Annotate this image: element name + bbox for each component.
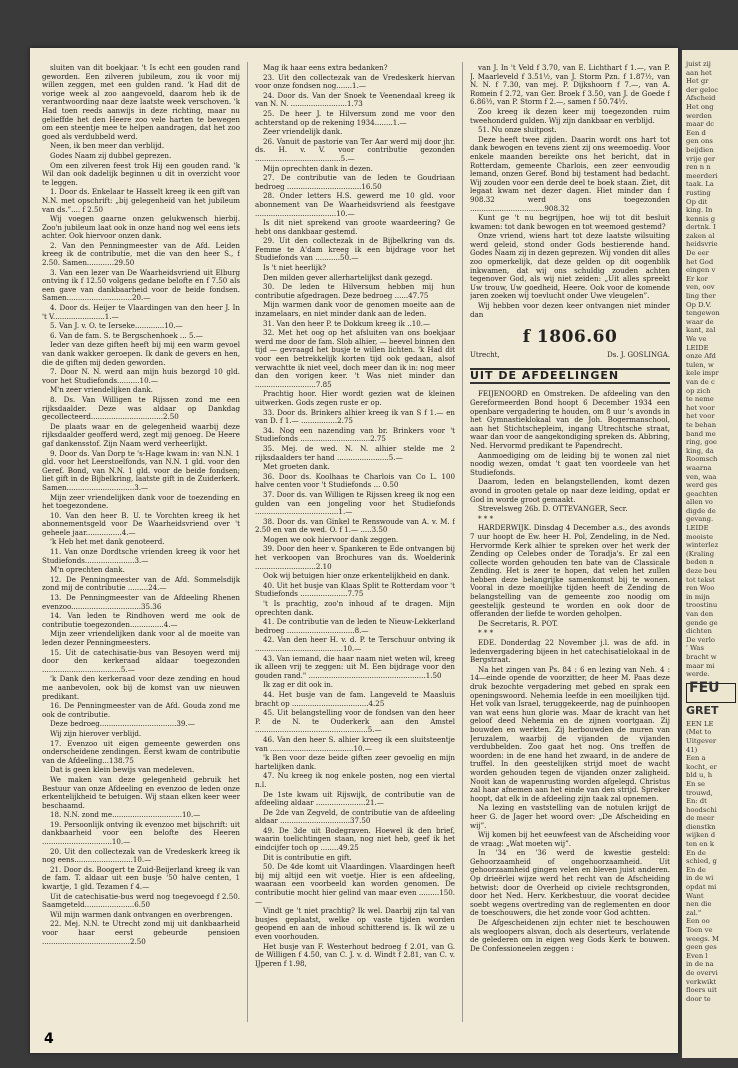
cut-off-line: Toen ve [686, 926, 713, 934]
paragraph: 7. Door N. N. werd aan mijn huis bezorgd 10 gld. voor het Studiefonds..........10.— [42, 367, 240, 385]
paragraph: Dat is geen klein bewijs van medeleven. [50, 765, 195, 775]
cut-off-line: geen ges [686, 943, 717, 952]
cut-off-line: gen ons [686, 137, 713, 146]
paragraph: 14. Van leden te Rindhoven werd me ook de contributie toegezonden...............4.— [42, 611, 240, 629]
paragraph: 35. Mej. de wed. N. N. alhier stelde me 2 rijksdaalders ter hand .......................5.— [255, 443, 455, 462]
paragraph: Aanmoediging om de leiding bij te wonen zal niet noodig wezen, omdat 't gaat ten voordeele van het Studiefonds. [470, 450, 670, 477]
paragraph: EDE. Donderdag 22 November j.l. was de afd. in ledenvergadering bijeen in het catechisatielokaal in de Bergstraat. [470, 638, 670, 665]
cut-off-line: En se [686, 779, 706, 788]
paragraph: 30. De leden te Hilversum hebben mij hun contributie afgedragen. Deze bedroeg ......47.75 [255, 282, 455, 300]
cut-off-line: in mijn [686, 592, 710, 601]
paragraph: 24. Door ds. Van der Snoek te Veenendaal kreeg ik van N. N. .........................1.73 [255, 90, 455, 109]
cut-off-line: dertnk. I [686, 223, 716, 232]
newspaper-page [30, 48, 678, 1053]
cut-off-heading: EEN LE [686, 719, 714, 728]
cut-off-line: tot tekst [686, 575, 715, 584]
paragraph: 51. Nu onze sluitpost. [478, 125, 557, 135]
cut-off-line: meerderi [686, 171, 718, 180]
column-divider [462, 62, 463, 1022]
cut-off-line: maar dc [686, 120, 715, 129]
cut-off-line: het voor [686, 403, 715, 412]
paragraph: 42. Van den heer H. v. d. P. te Terschuur ontving ik .......................................10.— [255, 635, 455, 653]
paragraph: 36. Door ds. Koolhaas te Charlois van Co L. 100 halve centen voor 't Studiefonds ... 0.50 [255, 471, 455, 490]
cut-off-line: gende ge [686, 618, 718, 627]
cut-off-line: werden [686, 111, 712, 120]
cut-off-line: kocht, er [686, 762, 717, 771]
cut-off-line: 41) [686, 745, 698, 754]
paragraph: 4. Door ds. Heijer te Vlaardingen van den heer J. In 't V.......................1.— [42, 303, 240, 321]
cut-off-line: ren Woo [686, 584, 715, 593]
cut-off-line: juist zij [686, 60, 711, 68]
cut-off-line: Uitgever [686, 736, 717, 745]
paragraph: 17. Evenzoo uit eigen gemeente gewerden ons onderscheidene zendingen. Eerst kwam de contributie van de Afdeeling...138.75 [42, 738, 240, 765]
cut-off-line: (Kraling [686, 549, 715, 558]
cut-off-line: trouwd, [686, 788, 713, 797]
paragraph: Wij zijn hierover verblijd. [50, 728, 142, 738]
cut-off-line: zaken al [686, 231, 715, 240]
paragraph: Godes Naam zij dubbel geprezen. [50, 150, 172, 160]
cut-off-line: Roomsch [686, 455, 718, 464]
paragraph: 'k Dank den kerkeraad voor deze zending en houd me aanbevolen, ook bij de komst van uw nieuwen predikant. [42, 674, 240, 701]
cut-off-line: kennis g [686, 214, 716, 223]
cut-off-line: Een oo [686, 917, 710, 926]
paragraph: Is dit niet sprekend van groote waardeering? Ge hebt ons dankbaar gestemd. [255, 218, 455, 236]
paragraph: 2. Van den Penningmeester van de Afd. Leiden kreeg ik de contributie, met die van den heer S., f 2.50. Samen............29.50 [42, 240, 240, 268]
signature-place: Utrecht, [470, 351, 500, 360]
cut-off-line: vrije ger [686, 154, 716, 163]
cut-off-line: winterlez [686, 541, 719, 550]
paragraph: Mag ik haar eens extra bedanken? [263, 64, 388, 72]
cut-off-line: aan het [686, 68, 712, 77]
column-1 [42, 64, 240, 1039]
paragraph: 't Is prachtig, zoo'n inhoud af te dragen. Mijn oprechten dank. [255, 599, 455, 617]
cut-off-line: bracht w [686, 652, 717, 661]
cut-off-line: En: dt [686, 797, 707, 806]
paragraph: 33. Door ds. Brinkers alhier kreeg ik van S f 1.— en van D. f 1.— ................2.75 [255, 407, 455, 426]
page-number: 4 [44, 1031, 54, 1047]
paragraph: Wij hebben voor dezen keer ontvangen niet minder dan [470, 301, 670, 319]
paragraph: sluiten van dit boekjaar. 't Is echt een gouden rand geworden. Een zilveren jubileum, zou ik voor mij willen zeggen, met een gulden rand. 'k Had dit de vorige week al zoo aangevoeld, daarom heb ik de verantwoording naar deze laatste week verschoven. 'k Had toen reeds aanwijs in deze richting, maar nu gelieffde het den Heere zoo vele harten te bewegen om een steentje mee te helpen aandragen, dat het zoo goed als verdubbeld werd. [42, 64, 240, 141]
cut-off-line: taak. La [686, 180, 714, 189]
cut-off-line: king, da [686, 446, 714, 455]
cut-off-line: van den [686, 610, 714, 618]
paragraph: 38. Door ds. van Ginkel te Renswoude van A. v. M. f 2.50 en van de wed. O. f 1.— .....3.50 [255, 516, 455, 535]
paragraph: 23. Uit den collectezak van de Vredeskerk hiervan voor onze fondsen nog.......1.— [255, 72, 455, 91]
cut-off-line: eingen v [686, 266, 716, 275]
paragraph: 13. De Penningmeester van de Afdeeling Rhenen evenzoo...............................35.36 [42, 593, 240, 611]
paragraph: De plaats waar en de gelegenheid waarbij deze rijksdaalder geofferd werd, zegt mij genoeg. De Heere gaf dankensstof. Zijn Naam werd verheerlijkt. [42, 421, 240, 448]
paragraph: 1. Door ds. Enkelaar te Hasselt kreeg ik een gift van N.N. met opschrift: „bij gelegenheid van het jubileum van ds.”.... f 2.50 [42, 187, 240, 214]
paragraph: Wil mijn warmen dank ontvangen en overbrengen. [50, 909, 233, 919]
cut-off-line: kele impr [686, 369, 719, 378]
paragraph: 40. Uit het busje van Klaas Split te Rotterdam voor 't Studiefonds .....................7.75 [255, 580, 455, 599]
cut-off-line: verkwikt [686, 977, 717, 986]
cut-off-line: Het ong [686, 102, 714, 111]
cut-off-line: king. In [686, 206, 713, 215]
paragraph: 11. Van onze Dordtsche vrienden kreeg ik voor het Studiefonds......................3.— [42, 547, 240, 565]
paragraph: 37. Door ds. van Willigen te Rijssen kreeg ik nog een gulden van een jongeling voor het Studiefonds .....................................1.— [255, 489, 455, 517]
cut-off-line: gevang. [686, 515, 714, 524]
paragraph: * * * [478, 628, 494, 638]
cut-off-line: te neme [686, 395, 714, 404]
cut-off-line: zal." [686, 908, 702, 917]
cut-off-line: troostinu [686, 601, 718, 610]
paragraph: Daarom, leden en belangstellenden, komt dezen avond in grooten getale op naar deze leiding, opdat er God in worde groot gemaakt. [470, 477, 670, 504]
cut-off-line: LEIDE [686, 343, 709, 352]
paragraph: 46. Van den heer S. alhier kreeg ik een sluitsteentje van .....................................10.— [255, 734, 455, 753]
cut-off-line: schied, g [686, 857, 717, 866]
cut-off-line: Een d [686, 128, 706, 137]
cut-off-line: heidsvrie [686, 240, 718, 249]
paragraph: M'n zeer vriendelijken dank. [50, 385, 153, 395]
cut-off-line: En de [686, 865, 706, 874]
paragraph: Kunt ge 't nu begrijpen, hoe wij tot dit besluit kwamen: tot dank bewogen en tot weemoed gestemd? [470, 213, 670, 231]
paragraph: 32. Met het oog op het afsluiten van ons boekjaar werd me door de fam. Slob alhier, — beevel binnen den tijd — gevraagd het busje te willen lichten. 'k Had dit voor een betrekkelijk korten tijd ook gedaan, alsof verwachtte ik niet veel, doch meer dan ik in: nog meer dan den vorigen keer. 't Was niet minder dan ...........................7.85 [255, 328, 455, 389]
cut-off-line: in de wi [686, 874, 714, 883]
cut-off-line: allen vo [686, 498, 713, 507]
cut-off-line: van de c [686, 377, 715, 386]
paragraph: 21. Door ds. Boogert te Zuid-Beijerland kreeg ik van de fam. T. aldaar uit een busje ‘50 halve centen, 1 kwartje, 1 gld. Tezamen f 4.— [42, 864, 240, 892]
paragraph: Mijn warmen dank voor de genomen moeite aan de inzamelaars, en niet minder dank aan de leden. [255, 300, 455, 319]
cut-off-line: de meer [686, 814, 715, 823]
paragraph: De Secretaris, R. POT. [478, 618, 559, 628]
cut-off-line: digde de [686, 506, 716, 515]
paragraph: Uit de catechisatie-bus werd nog toegevoegd f 2.50. Saamgeteld......................6.50 [42, 891, 240, 910]
paragraph: Na het zingen van Ps. 84 : 6 en lezing van Neh. 4 : 14—einde opende de voorzitter, de heer M. Paas deze druk bezochte vergadering met gebed en sprak een openingswoord. Nehemia leefde in een moeilijken tijd. Het volk van Israel, teruggekeerde, nag de puinhoopen van wat eens hun glorie was. Maar de kracht van het geloof deed Nehemia en de zijnen voortgaan. Zij bouwden en werkten. Zij herbouwden de muren van Jeruzalem, waarbij de vijanden de vijanden verdubbelden. Zoo gaat het nog. Ons treffen de woorden: in de ene hand het zwaard, in de andere de truffel. In den geestelijken strijd moet de wacht worden gehouden tegen de vijanden onzer zaligheid. Nooit kan de wapenrusting worden afgelegd. Christus zal haar afnemen aan het einde van den strijd. Spreker hoopt, dat elk in de afdeeling zijn taak zal opnemen. [470, 664, 670, 803]
cut-off-line: En de [686, 848, 706, 857]
paragraph: 18. N.N. zond me...............................10.— [50, 810, 201, 820]
paragraph: De 1ste kwam uit Rijswijk, de contributie van de afdeeling aldaar ......................21.— [255, 789, 455, 808]
paragraph: Dit is contributie en gift. [263, 852, 352, 862]
paragraph: Ieder van deze giften heeft bij mij een warm gevoel van dank wakker geroepen. Ik dank de gevers en hen, die de giften mij deden geworden. [42, 340, 240, 367]
paragraph: Zeer vriendelijk dank. [263, 127, 343, 137]
paragraph: 'k Ben voor deze beide giften zeer gevoelig en mijn hartelijken dank. [255, 753, 455, 771]
paragraph: 41. De contributie van de leden te Nieuw-Lekkerland bedroeg ..............................8.— [255, 617, 455, 635]
paragraph: 28. Onder letters H.S. gewerd me 10 gld. voor abonnement van De Waarheidsvriend als feestgave ....................................10.— [255, 191, 455, 218]
cut-off-line: We ve [686, 335, 707, 343]
paragraph: * * * [478, 513, 494, 523]
cut-off-line: Er kor [686, 274, 708, 283]
cut-off-line: mooiste [686, 532, 714, 541]
adjacent-page [682, 50, 738, 1058]
cut-off-line: Op D.V. [686, 300, 712, 309]
cut-off-line: waar de [686, 317, 714, 326]
cut-off-line: door te [686, 994, 711, 1003]
paragraph: Om een zilveren feest trok Hij een gouden rand. 'k Wil dan ook dadelijk beginnen u dit in overzicht voor te leggen. [42, 160, 240, 187]
paragraph: 27. De contributie van de leden te Goudriaan bedroeg .................................16.50 [255, 173, 455, 191]
cut-off-line: tengewon [686, 309, 720, 318]
paragraph: Onze vriend, wiens hart tot deze laatste wilsuiting werd geleid, stond onder Gods bestierende hand. Godes Naam zij in dezen geprezen. Wij vonden dit alles zoo opmerkelijk, dat deze gelden op dit oogenblik inkwamen, dat wij ons schuldig zouden achten tegenover God, als wij niet zeiden: „Uit alles spreekt Uw trouw, Uw goedheid, Heere. Ook voor de komende jaren zoeken wij toevlucht onder Uwe vleugelen”. [470, 231, 670, 301]
cut-off-line: wijken d [686, 831, 716, 840]
cut-off-line: werd ges [686, 481, 718, 490]
cut-off-heading: GRET [686, 703, 719, 717]
paragraph: van J. In 't Veld f 3.70, van E. Lichthart f 1.—, van P. J. Maarleveld f 3.51½, van J. Storm Pzn. f 1.87½, van N. N. f 7.30, van mej. P. Dijkshoorn f 7.—, van A. Romein f 2.72, van Ger. Broek f 3.50, van J. de Goede f 6.86½, van P. Storm f 2.—, samen f 50.74½. [470, 64, 670, 107]
cut-off-line: dichten [686, 627, 712, 636]
cut-off-line: werde. [686, 670, 710, 679]
paragraph: Den milden gever allerhartelijkst dank gezegd. [263, 272, 433, 282]
paragraph: 16. De Penningmeester van de Afd. Gouda zond me ook de contributie. [42, 701, 240, 719]
cut-off-line: ren n n [686, 163, 711, 172]
cut-off-line: op zich [686, 386, 711, 395]
cut-off-line: Even l [686, 951, 708, 960]
paragraph: 25. De heer J. te Hilversum zond me voor den achterstand op de rekening 1934........1.— [255, 108, 455, 127]
paragraph: 19. Persoonlijk ontving ik evenzoo met bijschrift: uit dankbaarheid voor een belofte des Heeren ...............................10.— [42, 819, 240, 847]
cut-off-line: (Met to [686, 728, 712, 737]
paragraph: Deze bedroeg..................................39.— [50, 719, 195, 729]
cut-off-line: het voor [686, 412, 715, 421]
paragraph: In '34 en '36 werd de kwestie gesteld: Gehoorzaamheid of ongehoorzaamheid. Uit gehoorzaamheid gingen velen en bleven juist anderen. Op drieërlei wijze werd het recht van de Afscheiding betwist: door de Overheid op civiele rechtsgronden, door het Ned. Herv. Kerkbestuur, die voorat decidee soebt wegens overtreding van de reglementen en door de toeschouwers, die het zonde voor God achtten. [470, 848, 670, 918]
paragraph: Zoo kreeg ik dezen keer mij toegezonden ruim tweehonderd gulden. Wij zijn dankbaar en verblijd. [470, 106, 670, 125]
paragraph: 44. Het busje van de fam. Langeveld te Maasluis bracht op ..................................4.25 [255, 689, 455, 708]
paragraph: Strevelsweg 26b. D. OTTEVANGER, Secr. [478, 504, 628, 514]
paragraph: We maken van deze gelegenheid gebruik het Bestuur van onze Afdeeling en evenzoo de leden onze erkentelijkheid te betuigen. Wij staan elken keer weer beschaamd. [42, 774, 240, 810]
paragraph: Vindt ge 't niet prachtig? Ik wel. Daarbij zijn tal van busjes geplaatst, welke op vaste tijden worden geopend en aan de inhoud schitterend is. Ik wil ze u even voorhouden. [255, 906, 455, 941]
cut-off-line: ' Was [686, 644, 704, 653]
paragraph: Neen, ik ben meer dan verblijd. [50, 141, 165, 151]
cut-off-line: bld u, h [686, 771, 713, 780]
paragraph: 26. Vanuit de pastorie van Ter Aar werd mij door jhr. ds. H. v. V. voor contributie gezonden ......................................5.— [255, 136, 455, 163]
signature-name: Ds. J. GOSLINGA. [607, 351, 670, 360]
cut-off-line: floers uit [686, 986, 717, 995]
paragraph: Het busje van F. Westerhout bedroeg f 2.01, van G. de Willigen f 4.50, van C. J. v. d. Windt f 2.81, van C. v. IJperen f 1.98, [255, 941, 455, 968]
cut-off-line: Het gr [686, 77, 709, 86]
cut-off-heading: FEU [686, 683, 736, 703]
cut-off-line: het God [686, 257, 714, 266]
paragraph: 10. Van den heer B. U. te Vorchten kreeg ik het abonnementsgeld voor De Waarheidsvriend over 't geheele jaar................4.— [42, 510, 240, 537]
paragraph: 45. Uit belangstelling voor de fondsen van den heer P. de N. te Ouderkerk aan den Amstel ..................................................5.— [255, 708, 455, 735]
paragraph: 15. Uit de catechisatie-bus van Besoyen werd mij door den kerkeraad aldaar toegezonden ...................................5.— [42, 647, 240, 674]
cut-off-line: der geloc [686, 85, 719, 94]
paragraph: 12. De Penningmeester van de Afd. Sommelsdijk zond mij de contributie .........24.— [42, 574, 240, 593]
cut-off-line: hoodschi [686, 805, 717, 814]
paragraph: 8. Ds. Van Willigen te Rijssen zond me een rijksdaalder. Deze was aldaar op Dankdag gecollecteerd................................2.50 [42, 394, 240, 422]
paragraph: Deze heeft twee zijden. Daarin wordt ons hart tot dank bewogen en tevens zient zij ons weemoedig. Voor enkele maanden bereikte ons het bericht, dat in Rotterdam, gemeente Charlois, een zeer eenvoudig lemand, onzen Geref. Bond bij testament had bedacht. Wij zouden voor een derde deel te boek staan. Ziet, dit legaat kwam net dezer dagen. Hiet minder dan f 908.32 werd ons toegezonden .................................908.32 [470, 134, 670, 213]
cut-off-line: Want [686, 891, 704, 900]
column-2 [255, 64, 455, 1039]
paragraph: Wij voegen gaarne onzen gelukwensch hierbij. Zoo'n jubileum laat ook in onze hand nog wel eens iets achter. Ook hiervoor onzen dank. [42, 214, 240, 241]
cut-off-line: de overvi [686, 968, 718, 977]
paragraph: HARDERWIJK. Dinsdag 4 December a.s., des avonds 7 uur hoopt de Ew. heer H. Pol, Zendeling, in de Ned. Hervormde Kerk alhier te spreken over het werk der Zending op Celebes onder de Toradja's. Er zal een collecte worden gehouden ten bate van de Classicale Zending. Het is zeer te hopen, dat velen het zullen hebben deze belangrijke samenkomst bij te wonen. Vooral in deze moeilijke tijden heeft de Zending de belangstelling van de gemeente zoo noodig om geestelijk gesteund te worden en ook door de offeranden der liefde te worden geholpen. [470, 523, 670, 619]
paragraph: 22. Mej. N.N. te Utrecht zond mij uit dankbaarheid voor haar eerst gebeurde pensioen .......................................2.50 [42, 919, 240, 946]
cut-off-line: De verlo [686, 635, 716, 644]
cut-off-line: in de na [686, 960, 714, 969]
cut-off-line: Op dit [686, 197, 708, 206]
cut-off-line: nen die [686, 900, 712, 909]
cut-off-line: Afscheid [686, 94, 716, 103]
paragraph: 34. Nog een nazending van br. Brinkers voor 't Studiefonds ...............................2.75 [255, 425, 455, 444]
cut-off-line: dienstkn [686, 822, 716, 831]
cut-off-line: tulen, w [686, 360, 714, 369]
paragraph: 39. Door den heer v. Spankeren te Ede ontvangen bij het verkoopen van Brochures van ds. Woelderink ...........................2.10 [255, 544, 455, 571]
section-heading: UIT DE AFDEELINGEN [470, 368, 670, 385]
paragraph: Prachtig hoor. Hier wordt gezien wat de kleinen uitwerken. Gods zegen ruste er op. [255, 389, 455, 407]
paragraph: 20. Uit den collectezak van de Vredeskerk kreeg ik nog eens..........................10.— [42, 846, 240, 865]
cut-off-line: ven, oov [686, 283, 715, 292]
column-3 [470, 64, 670, 1039]
cut-off-line: te behan [686, 420, 717, 429]
paragraph: 49. De 3de uit Bodegraven. Hoewel ik den brief, waarin toelichtingen staan, nog niet heb, geef ik het eindcijfer toch op ........49.25 [255, 825, 455, 853]
paragraph: Ik zag er dit ook in. [263, 680, 334, 690]
cut-off-line: ten en k [686, 840, 714, 849]
total-amount: f 1806.60 [522, 327, 618, 348]
paragraph: 43. Van iemand, die haar naam niet weten wil, kreeg ik alleen vrij te zeggen: uit M. Een bijdrage voor den gouden rand." ....................................................1.50 [255, 653, 455, 680]
cut-off-line: beden n [686, 558, 714, 567]
paragraph: 'k Heb het met dank genoteerd. [50, 537, 165, 547]
cut-off-line: band me [686, 429, 716, 438]
paragraph: 6. Van de fam. S. te Bergschenhoek ... 5.— [50, 330, 203, 340]
paragraph: 31. Van den heer P. te Dokkum kreeg ik ..10.— [263, 318, 431, 328]
paragraph: De Afgescheidenen zijn echter niet te beschouwen als wegloopers alsvan, doch als deserteurs, verlatende de gelederen om in eigen weg Gods Kerk te bouwen. De Confessioneelen zeggen : [470, 918, 670, 953]
paragraph: 50. De 4de komt uit Vlaardingen. Vlaardingen heeft bij mij altijd een wit voetje. Hier is een afdeeling, waaraan een voorbeeld kan worden genomen. De contributie mocht hier gelind van maar even .........150.— [255, 862, 455, 906]
paragraph: Ook wij betuigen hier onze erkentelijkheid en dank. [263, 571, 450, 581]
paragraph: Na lezing en vaststelling van de notulen krijgt de heer G. de Jager het woord over: „De Afscheiding en wij”. [470, 803, 670, 830]
paragraph: 9. Door ds. Van Dorp te 's-Hage kwam in: van N.N. 1 gld. voor het Leerstoelfonds, van N.N. 1 gld. voor den Geref. Bond, van N.N. 1 gld. voor de beide fondsen; liet gift in de Bijbelkring, laatste gift in de Zuiderkerk. Samen..............................3.— [42, 448, 240, 492]
cut-off-line: beijdien [686, 145, 714, 154]
paragraph: 5. Van J. v. O. te Ierseke.............10.— [50, 321, 183, 331]
cut-off-line: maar mi [686, 661, 715, 670]
cut-off-line: Een a [686, 754, 706, 763]
cut-off-line: ven, waa [686, 472, 717, 481]
cut-off-line: ling ther [686, 292, 716, 301]
cut-off-line: geachten [686, 489, 718, 498]
paragraph: Mogen we ook hiervoor dank zeggen. [263, 534, 399, 544]
cut-off-line: ring, goe [686, 438, 717, 447]
paragraph: 3. Van een lezer van De Waarheidsvriend uit Elburg ontving ik f 12.50 volgens gedane belofte en f 7.50 als een gave van dankbaarheid voor de beide fondsen. Samen.............................20.— [42, 267, 240, 303]
cut-off-line: waarna [686, 463, 712, 472]
paragraph: 47. Nu kreeg ik nog enkele posten, nog een viertal n.l. [255, 771, 455, 789]
paragraph: Met groeten dank. [263, 462, 330, 472]
signature [470, 351, 670, 360]
paragraph: Mijn zeer vriendelijken dank voor de toezending en het toegezondene. [42, 492, 240, 511]
paragraph: 29. Uit den collectezak in de Bijbelkring van ds. Femme te A'dam kreeg ik een bijdrage voor het Studiefonds van ...........50.— [255, 236, 455, 263]
cut-off-line: weegs. M [686, 934, 719, 943]
cut-off-line: De eer [686, 249, 709, 258]
cut-off-line: deze beu [686, 567, 717, 576]
paragraph: De 2de van Zegveld, de contributie van de afdeeling aldaar ...............................37.50 [255, 807, 455, 826]
cut-off-line: opdat mi [686, 883, 717, 892]
cut-off-line: rusting [686, 188, 711, 197]
paragraph: Mijn oprechten dank in dezen. [263, 163, 373, 173]
paragraph: Is 't niet heerlijk? [263, 263, 327, 273]
paragraph: Mijn zeer vriendelijken dank voor al de moeite van leden dezer Penningmeesters. [42, 629, 240, 647]
column-divider [247, 62, 248, 1022]
cut-off-line: LEIDE [686, 524, 709, 533]
cut-off-line: onze Afd [686, 352, 716, 361]
paragraph: Wij komen bij het eeuwfeest van de Afscheiding voor de vraag: „Wat moeten wij”. [470, 830, 670, 848]
paragraph: FEIJENOORD en Omstreken. De afdeeling van den Gereformeerden Bond hoopt 6 December 1934 een openbare vergadering te houden, om 8 uur 's avonds in het Gymnastieklokaal van de Joh. Bogermanschool, aan het Stichtschepleim, ingang Utrechtsche straat, waar dan voor de aangekondiging spreken ds. Abbring, Ned. Hervormd predikant te Papendrecht. [470, 389, 670, 450]
paragraph: M'n oprechten dank. [50, 565, 125, 575]
cut-off-line: kant, zal [686, 326, 716, 335]
